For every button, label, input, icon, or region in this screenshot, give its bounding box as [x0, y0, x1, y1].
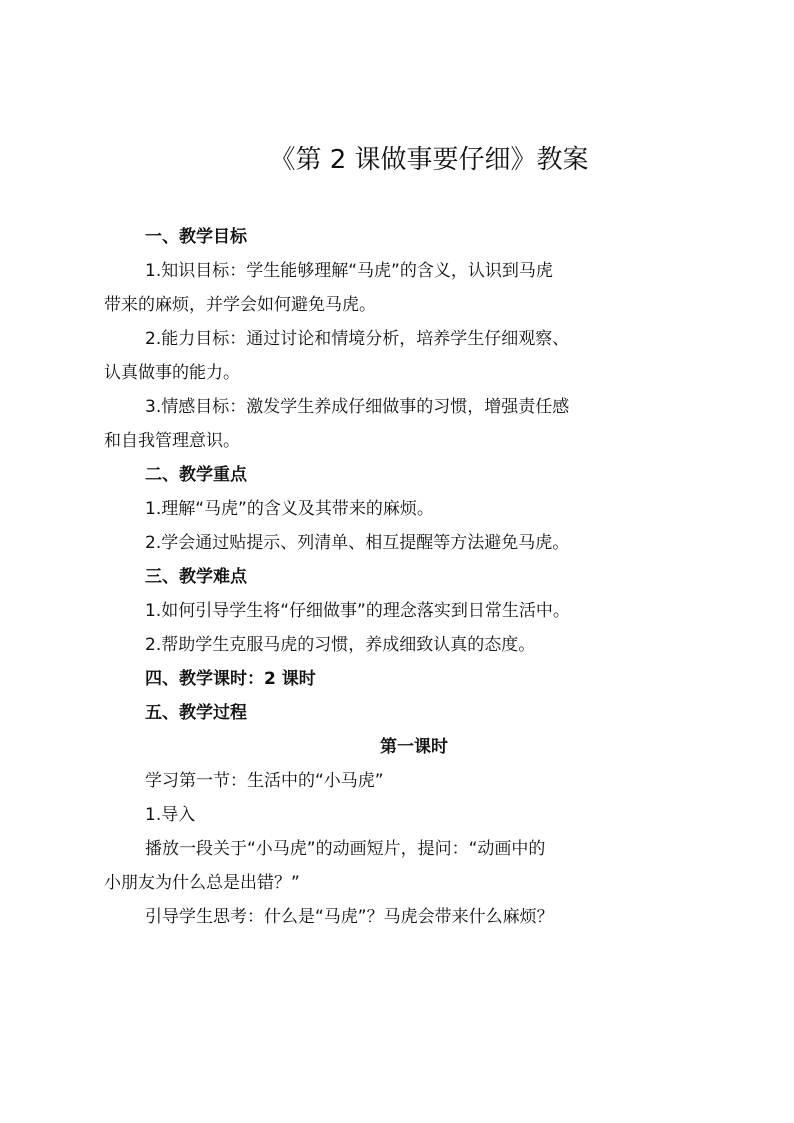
paragraph-line: 播放一段关于“小马虎”的动画短片，提问：“动画中的 — [145, 839, 546, 859]
document-title-text: 《第 2 课做事要仔细》教案 — [269, 145, 589, 175]
section-heading-difficulties: 三、教学难点 — [145, 567, 247, 587]
paragraph-line: 2.能力目标：通过讨论和情境分析，培养学生仔细观察、 — [145, 329, 570, 349]
paragraph-line: 认真做事的能力。 — [104, 363, 240, 383]
paragraph-line: 2.学会通过贴提示、列清单、相互提醒等方法避免马虎。 — [145, 533, 570, 553]
paragraph-line: 1.知识目标：学生能够理解“马虎”的含义，认识到马虎 — [145, 261, 553, 281]
document-body — [104, 220, 704, 934]
section-heading-hours: 四、教学课时：2 课时 — [145, 669, 316, 689]
section-heading-process: 五、教学过程 — [145, 703, 247, 723]
paragraph-line: 引导学生思考：什么是“马虎”？马虎会带来什么麻烦？ — [145, 907, 554, 927]
paragraph-line: 3.情感目标：激发学生养成仔细做事的习惯，增强责任感 — [145, 397, 570, 417]
paragraph-line: 2.帮助学生克服马虎的习惯，养成细致认真的态度。 — [145, 635, 536, 655]
paragraph-line: 带来的麻烦，并学会如何避免马虎。 — [104, 295, 376, 315]
lesson-heading: 第一课时 — [380, 737, 448, 757]
paragraph-line: 1.理解“马虎”的含义及其带来的麻烦。 — [145, 499, 434, 519]
paragraph-line: 1.导入 — [145, 805, 196, 825]
document-title — [0, 140, 794, 180]
paragraph-line: 小朋友为什么总是出错？” — [104, 873, 300, 893]
section-heading-key-points: 二、教学重点 — [145, 465, 247, 485]
paragraph-line: 和自我管理意识。 — [104, 431, 240, 451]
paragraph-line: 学习第一节：生活中的“小马虎” — [145, 771, 384, 791]
paragraph-line: 1.如何引导学生将“仔细做事”的理念落实到日常生活中。 — [145, 601, 570, 621]
section-heading-objectives: 一、教学目标 — [145, 227, 247, 247]
